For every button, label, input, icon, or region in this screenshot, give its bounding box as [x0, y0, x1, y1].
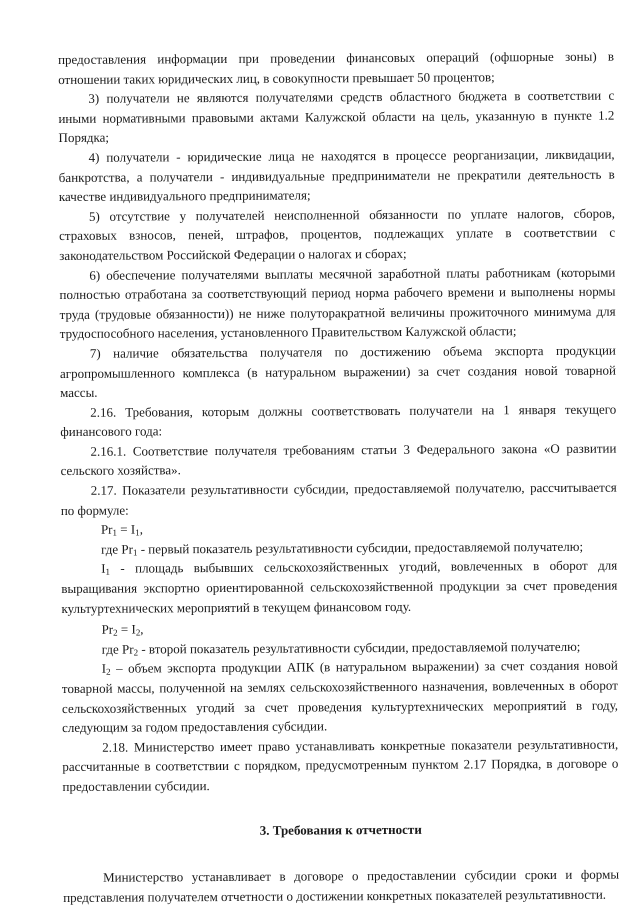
intro-paragraph: предоставления информации при проведении финансовых операций (офшорные зоны) в отношении таких юридических лиц, в совокупности превышает 50 процентов; [58, 48, 615, 87]
requirement-item-7: 7) наличие обязательства получателя по достижению объема экспорта продукции агропромышленного комплекса (в натуральном выражении) за счет создания новой товарной массы. [59, 342, 617, 401]
formula-1: $Pr_1 = I_1$, [100, 521, 143, 538]
requirement-item-3: 3) получатели не являются получателями средств областного бюджета в соответствии с иными нормативными правовыми актами Калужской области на цель, указанную в пункте 1.2 Порядка; [58, 87, 615, 146]
requirement-item-4: 4) получатели - юридические лица не находятся в процессе реорганизации, ликвидации, банкротства, а получатели - индивидуальные предприниматели не прекратили деятельность в качестве индивидуального предпринимателя; [58, 146, 615, 205]
requirement-item-5: 5) отсутствие у получателей неисполненной обязанности по уплате налогов, сборов, страховых взносов, пеней, штрафов, процентов, подлежащих уплате в соответствии с законодательством Российской Федерации о налогах и сборах; [59, 205, 616, 263]
clause-2-18: 2.18. Министерство имеет право устанавливать конкретные показатели результативности, рассчитанные в соответствии с порядком, предусмотренным пунктом 2.17 Порядка, в договоре о предоставлении субсидии. [62, 736, 619, 794]
formula-1-definition: $I_1$ - площадь выбывших сельскохозяйственных угодий, вовлеченных в оборот для выращивания экспортно ориентированной сельскохозяйственной продукции за счет проведения культуртехнических мероприятий в текущем финансовом году. [61, 558, 618, 616]
formula-1-where: где $Pr_1$ - первый показатель результативности субсидии, предоставляемой получателю; [101, 538, 584, 558]
document-page [58, 47, 619, 907]
clause-2-17: 2.17. Показатели результативности субсидии, предоставляемой получателю, рассчитывается по формуле: [60, 479, 617, 518]
section-3-heading: 3. Требования к отчетности [259, 821, 422, 838]
formula-2-definition: $I_2$ – объем экспорта продукции АПК (в натуральном выражении) за счет создания новой товарной массы, полученной на землях сельскохозяйственного назначения, вовлеченных в оборот сельскохозяйственных угодий за счет проведения культуртехнических мероприятий в году, следующим за годом предоставления субсидии. [61, 657, 619, 736]
clause-2-16-1: 2.16.1. Соответствие получателя требованиям статьи 3 Федерального закона «О развитии сельского хозяйства». [60, 440, 617, 479]
section-3-body: Министерство устанавливает в договоре о предоставлении субсидии сроки и формы представления получателем отчетности о достижении конкретных показателей результативности. [63, 866, 620, 905]
requirement-item-6: 6) обеспечение получателями выплаты месячной заработной платы работникам (которыми полностью отработана за соответствующий период норма рабочего времени и выполнены нормы труда (трудовые обязанности)) не ниже полуторакратной величины прожиточного минимума для трудоспособного населения, установленного Правительством Калужской области; [59, 264, 616, 342]
formula-2: $Pr_2 = I_2$, [101, 621, 144, 638]
formula-2-where: где $Pr_2$ - второй показатель результативности субсидии, предоставляемой получателю; [101, 638, 581, 658]
clause-2-16: 2.16. Требования, которым должны соответствовать получатели на 1 января текущего финансового года: [60, 401, 617, 440]
